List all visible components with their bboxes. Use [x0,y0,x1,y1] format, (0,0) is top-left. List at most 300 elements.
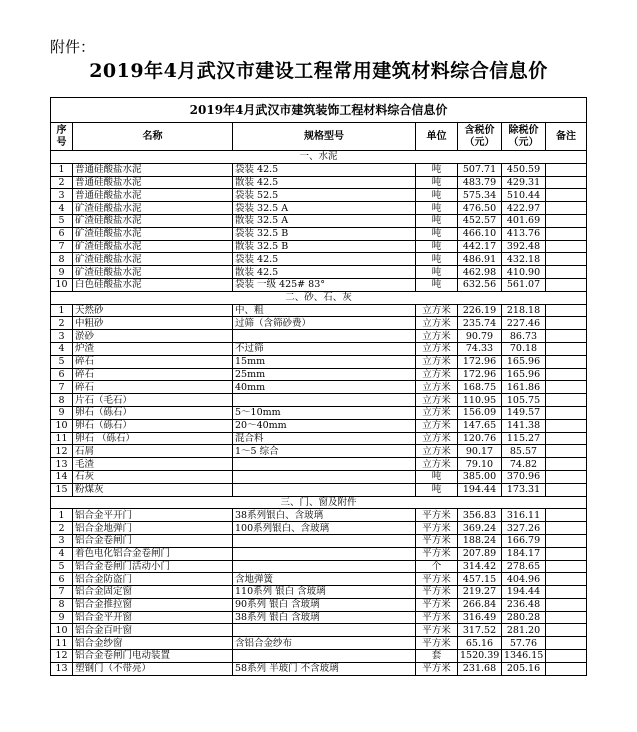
cell-spec: 袋装 一级 425# 83° [233,278,416,291]
cell-no: 3 [51,189,73,202]
cell-unit: 平方米 [416,611,458,624]
cell-unit: 立方米 [416,419,458,432]
table-row [51,534,587,547]
cell-spec: 含地弹簧 [233,573,416,586]
cell-remark [546,330,587,343]
cell-price-notax: 413.76 [502,227,546,240]
cell-spec: 散装 42.5 [233,176,416,189]
cell-spec [233,458,416,471]
cell-no: 8 [51,253,73,266]
cell-unit: 吨 [416,189,458,202]
table-row [51,189,587,202]
section-title: 三、门、窗及附件 [51,496,587,509]
cell-price-tax: 462.98 [458,266,502,279]
header-row [51,123,587,151]
table-row [51,522,587,535]
cell-no: 3 [51,534,73,547]
cell-unit: 吨 [416,278,458,291]
cell-price-tax: 575.34 [458,189,502,202]
cell-unit: 吨 [416,176,458,189]
cell-remark [546,240,587,253]
cell-remark [546,214,587,227]
cell-no: 2 [51,176,73,189]
cell-price-notax: 281.20 [502,624,546,637]
cell-price-notax: 450.59 [502,163,546,176]
cell-price-tax: 235.74 [458,317,502,330]
cell-unit: 平方米 [416,522,458,535]
cell-price-notax: 161.86 [502,381,546,394]
cell-remark [546,432,587,445]
table-row [51,624,587,637]
cell-unit: 立方米 [416,394,458,407]
cell-price-tax: 466.10 [458,227,502,240]
table-row [51,317,587,330]
cell-spec: 110系列 银白 含玻璃 [233,586,416,599]
cell-price-notax: 173.31 [502,483,546,496]
cell-spec: 过筛（含筛砂费） [233,317,416,330]
cell-remark [546,624,587,637]
cell-unit: 立方米 [416,368,458,381]
cell-unit: 立方米 [416,406,458,419]
table-row [51,662,587,675]
price-table-container [50,97,586,676]
cell-no: 4 [51,547,73,560]
cell-price-tax: 65.16 [458,637,502,650]
cell-remark [546,662,587,675]
cell-unit: 吨 [416,240,458,253]
cell-remark [546,419,587,432]
cell-no: 6 [51,368,73,381]
cell-name: 碎石 [73,381,233,394]
table-row [51,202,587,215]
cell-name: 铝合金推拉窗 [73,598,233,611]
cell-spec [233,547,416,560]
cell-price-tax: 168.75 [458,381,502,394]
section-header-row [51,291,587,304]
cell-name: 铝合金纱窗 [73,637,233,650]
cell-unit: 立方米 [416,381,458,394]
cell-name: 天然砂 [73,304,233,317]
cell-no: 14 [51,470,73,483]
cell-unit: 立方米 [416,342,458,355]
table-row [51,214,587,227]
cell-remark [546,483,587,496]
cell-no: 9 [51,406,73,419]
table-row [51,227,587,240]
cell-name: 白色硅酸盐水泥 [73,278,233,291]
cell-price-tax: 74.33 [458,342,502,355]
table-row [51,598,587,611]
cell-no: 4 [51,202,73,215]
cell-spec: 散装 32.5 B [233,240,416,253]
cell-price-tax: 231.68 [458,662,502,675]
cell-remark [546,509,587,522]
header-no: 序号 [51,123,73,151]
cell-price-tax: 476.50 [458,202,502,215]
cell-price-tax: 369.24 [458,522,502,535]
cell-spec: 袋装 42.5 [233,253,416,266]
cell-price-tax: 442.17 [458,240,502,253]
cell-remark [546,394,587,407]
cell-remark [546,560,587,573]
cell-price-tax: 147.65 [458,419,502,432]
cell-price-notax: 327.26 [502,522,546,535]
cell-remark [546,266,587,279]
header-price-notax: 除税价（元） [502,123,546,151]
cell-unit: 立方米 [416,458,458,471]
cell-unit: 吨 [416,266,458,279]
cell-price-tax: 1520.39 [458,650,502,663]
section-header-row [51,151,587,164]
cell-no: 5 [51,214,73,227]
table-row [51,176,587,189]
cell-name: 碎石 [73,355,233,368]
cell-price-tax: 316.49 [458,611,502,624]
cell-spec [233,650,416,663]
cell-name: 普通硅酸盐水泥 [73,189,233,202]
header-spec: 规格型号 [233,123,416,151]
table-row [51,355,587,368]
table-row [51,368,587,381]
cell-name: 片石（毛石） [73,394,233,407]
cell-price-notax: 236.48 [502,598,546,611]
cell-name: 普通硅酸盐水泥 [73,176,233,189]
table-row [51,470,587,483]
cell-spec: 20～40mm [233,419,416,432]
cell-no: 1 [51,304,73,317]
cell-name: 矿渣硅酸盐水泥 [73,266,233,279]
cell-spec: 袋装 42.5 [233,163,416,176]
cell-unit: 平方米 [416,586,458,599]
cell-price-notax: 205.16 [502,662,546,675]
cell-no: 7 [51,381,73,394]
cell-spec [233,483,416,496]
cell-unit: 平方米 [416,547,458,560]
cell-spec: 中、粗 [233,304,416,317]
cell-remark [546,458,587,471]
cell-unit: 吨 [416,470,458,483]
cell-spec [233,470,416,483]
cell-price-notax: 227.46 [502,317,546,330]
cell-no: 1 [51,163,73,176]
cell-price-notax: 370.96 [502,470,546,483]
cell-no: 1 [51,509,73,522]
cell-name: 矿渣硅酸盐水泥 [73,214,233,227]
cell-unit: 立方米 [416,445,458,458]
cell-no: 5 [51,355,73,368]
table-row [51,266,587,279]
cell-unit: 套 [416,650,458,663]
cell-price-notax: 561.07 [502,278,546,291]
table-row [51,163,587,176]
cell-spec: 5～10mm [233,406,416,419]
section-header-row [51,496,587,509]
cell-unit: 吨 [416,227,458,240]
table-row [51,342,587,355]
table-row [51,483,587,496]
cell-price-tax: 632.56 [458,278,502,291]
cell-price-notax: 422.97 [502,202,546,215]
cell-unit: 平方米 [416,534,458,547]
table-row [51,330,587,343]
cell-no: 13 [51,662,73,675]
cell-name: 铝合金平开门 [73,509,233,522]
cell-price-notax: 70.18 [502,342,546,355]
table-row [51,573,587,586]
cell-no: 11 [51,637,73,650]
cell-unit: 立方米 [416,304,458,317]
cell-price-notax: 194.44 [502,586,546,599]
cell-spec [233,330,416,343]
cell-spec: 混合料 [233,432,416,445]
table-row [51,240,587,253]
table-row [51,406,587,419]
cell-remark [546,598,587,611]
cell-name: 淤砂 [73,330,233,343]
cell-price-tax: 457.15 [458,573,502,586]
table-row [51,278,587,291]
cell-no: 11 [51,432,73,445]
cell-name: 铝合金防盗门 [73,573,233,586]
cell-spec: 38系列 银白 含玻璃 [233,611,416,624]
cell-name: 铝合金固定窗 [73,586,233,599]
cell-no: 2 [51,522,73,535]
cell-name: 塑钢门（不带亮） [73,662,233,675]
cell-unit: 立方米 [416,355,458,368]
cell-price-notax: 105.75 [502,394,546,407]
cell-price-tax: 120.76 [458,432,502,445]
cell-name: 粉煤灰 [73,483,233,496]
cell-no: 7 [51,240,73,253]
cell-price-tax: 172.96 [458,355,502,368]
table-title-row [51,98,587,123]
cell-name: 铝合金卷闸门电动装置 [73,650,233,663]
cell-price-notax: 218.18 [502,304,546,317]
cell-remark [546,445,587,458]
cell-remark [546,342,587,355]
cell-remark [546,202,587,215]
cell-unit: 吨 [416,483,458,496]
cell-price-notax: 432.18 [502,253,546,266]
cell-name: 毛渣 [73,458,233,471]
cell-no: 9 [51,266,73,279]
table-row [51,253,587,266]
cell-price-tax: 207.89 [458,547,502,560]
cell-spec: 100系列银白、含玻璃 [233,522,416,535]
cell-spec: 25mm [233,368,416,381]
cell-spec: 15mm [233,355,416,368]
cell-spec: 袋装 32.5 A [233,202,416,215]
table-row [51,650,587,663]
cell-no: 9 [51,611,73,624]
cell-no: 15 [51,483,73,496]
cell-no: 10 [51,278,73,291]
cell-no: 7 [51,586,73,599]
cell-price-tax: 452.57 [458,214,502,227]
table-row [51,432,587,445]
cell-spec: 散装 42.5 [233,266,416,279]
table-row [51,637,587,650]
cell-price-notax: 85.57 [502,445,546,458]
cell-unit: 平方米 [416,598,458,611]
cell-price-tax: 507.71 [458,163,502,176]
cell-unit: 平方米 [416,637,458,650]
table-row [51,611,587,624]
table-row [51,445,587,458]
cell-spec: 58系列 半玻门 不含玻璃 [233,662,416,675]
cell-unit: 吨 [416,214,458,227]
cell-remark [546,637,587,650]
table-row [51,304,587,317]
cell-price-tax: 314.42 [458,560,502,573]
cell-unit: 吨 [416,163,458,176]
cell-price-tax: 194.44 [458,483,502,496]
cell-price-notax: 429.31 [502,176,546,189]
cell-price-notax: 57.76 [502,637,546,650]
cell-no: 10 [51,624,73,637]
cell-no: 10 [51,419,73,432]
cell-price-tax: 317.52 [458,624,502,637]
cell-name: 中粗砂 [73,317,233,330]
header-unit: 单位 [416,123,458,151]
cell-unit: 立方米 [416,330,458,343]
cell-spec: 1～5 综合 [233,445,416,458]
cell-remark [546,586,587,599]
cell-price-notax: 166.79 [502,534,546,547]
cell-remark [546,650,587,663]
cell-price-notax: 165.96 [502,355,546,368]
cell-price-tax: 266.84 [458,598,502,611]
cell-name: 矿渣硅酸盐水泥 [73,202,233,215]
cell-unit: 吨 [416,253,458,266]
cell-no: 6 [51,227,73,240]
cell-name: 着色电化铝合金卷闸门 [73,547,233,560]
cell-name: 铝合金卷闸门 [73,534,233,547]
cell-price-tax: 79.10 [458,458,502,471]
cell-price-notax: 74.82 [502,458,546,471]
cell-name: 矿渣硅酸盐水泥 [73,227,233,240]
cell-unit: 平方米 [416,662,458,675]
cell-spec: 袋装 32.5 B [233,227,416,240]
cell-remark [546,163,587,176]
cell-name: 炉渣 [73,342,233,355]
cell-remark [546,381,587,394]
cell-remark [546,304,587,317]
cell-remark [546,611,587,624]
cell-price-notax: 404.96 [502,573,546,586]
cell-price-notax: 86.73 [502,330,546,343]
cell-name: 铝合金卷闸门活动小门 [73,560,233,573]
cell-remark [546,355,587,368]
cell-unit: 平方米 [416,624,458,637]
cell-spec: 含铝合金纱布 [233,637,416,650]
cell-unit: 平方米 [416,509,458,522]
cell-no: 12 [51,445,73,458]
table-row [51,509,587,522]
cell-spec [233,534,416,547]
cell-name: 铝合金平开窗 [73,611,233,624]
cell-price-notax: 184.17 [502,547,546,560]
cell-no: 5 [51,560,73,573]
cell-no: 2 [51,317,73,330]
cell-price-notax: 510.44 [502,189,546,202]
cell-spec: 袋装 52.5 [233,189,416,202]
cell-price-tax: 356.83 [458,509,502,522]
cell-remark [546,406,587,419]
cell-name: 矿渣硅酸盐水泥 [73,253,233,266]
section-title: 一、水泥 [51,151,587,164]
table-row [51,560,587,573]
cell-remark [546,534,587,547]
cell-no: 6 [51,573,73,586]
cell-unit: 立方米 [416,432,458,445]
cell-remark [546,573,587,586]
cell-spec: 散装 32.5 A [233,214,416,227]
cell-remark [546,368,587,381]
cell-name: 卵石（砾石） [73,419,233,432]
cell-price-tax: 486.91 [458,253,502,266]
cell-name: 石灰 [73,470,233,483]
cell-price-tax: 483.79 [458,176,502,189]
header-remark: 备注 [546,123,587,151]
table-row [51,394,587,407]
header-name: 名称 [73,123,233,151]
cell-name: 碎石 [73,368,233,381]
cell-price-tax: 90.79 [458,330,502,343]
cell-remark [546,189,587,202]
table-title: 2019年4月武汉市建筑装饰工程材料综合信息价 [51,98,587,123]
cell-unit: 立方米 [416,317,458,330]
cell-name: 矿渣硅酸盐水泥 [73,240,233,253]
cell-price-notax: 165.96 [502,368,546,381]
cell-price-notax: 141.38 [502,419,546,432]
cell-remark [546,522,587,535]
cell-name: 铝合金百叶窗 [73,624,233,637]
cell-price-tax: 226.19 [458,304,502,317]
cell-name: 普通硅酸盐水泥 [73,163,233,176]
cell-unit: 个 [416,560,458,573]
cell-spec [233,394,416,407]
cell-no: 3 [51,330,73,343]
cell-remark [546,317,587,330]
cell-price-tax: 172.96 [458,368,502,381]
section-title: 二、砂、石、灰 [51,291,587,304]
cell-spec: 不过筛 [233,342,416,355]
cell-price-notax: 278.65 [502,560,546,573]
cell-remark [546,547,587,560]
cell-spec: 40mm [233,381,416,394]
cell-price-notax: 392.48 [502,240,546,253]
cell-remark [546,278,587,291]
cell-price-tax: 156.09 [458,406,502,419]
cell-price-notax: 401.69 [502,214,546,227]
cell-unit: 吨 [416,202,458,215]
cell-price-notax: 410.90 [502,266,546,279]
cell-no: 13 [51,458,73,471]
table-body [51,151,587,676]
cell-price-notax: 115.27 [502,432,546,445]
cell-remark [546,227,587,240]
cell-remark [546,253,587,266]
table-row [51,458,587,471]
cell-price-tax: 385.00 [458,470,502,483]
cell-no: 8 [51,598,73,611]
cell-remark [546,176,587,189]
cell-no: 12 [51,650,73,663]
cell-price-notax: 149.57 [502,406,546,419]
cell-price-tax: 219.27 [458,586,502,599]
cell-price-tax: 90.17 [458,445,502,458]
